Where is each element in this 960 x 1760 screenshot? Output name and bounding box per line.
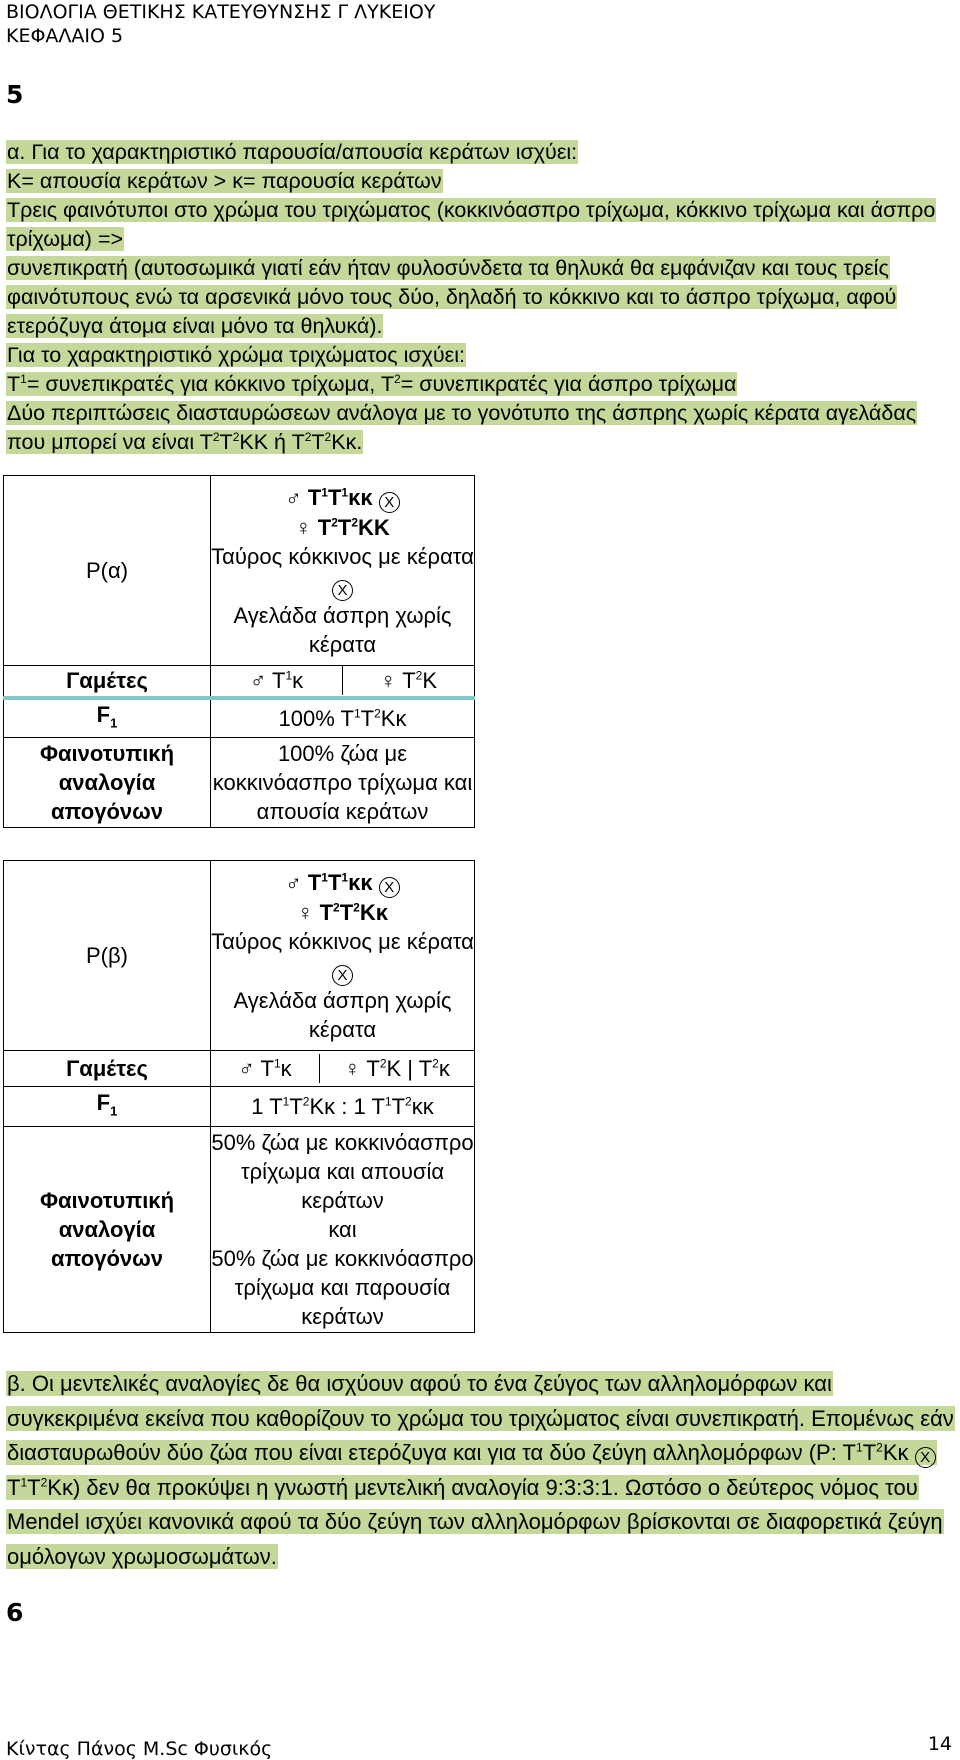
gametes-label-a: Γαμέτες <box>4 666 211 698</box>
header-chapter: ΚΕΦΑΛΑΙΟ 5 <box>6 25 124 47</box>
header-subject: ΒΙΟΛΟΓΙΑ ΘΕΤΙΚΗΣ ΚΑΤΕΥΘΥΝΣΗΣ Γ ΛΥΚΕΙΟΥ <box>6 1 436 23</box>
gametes-cell-b: ♂ $T^1\kappa$ ♀ $T^2K$ | $T^2\kappa$ <box>211 1051 475 1087</box>
parents-label-b: Ρ(β) <box>4 861 211 1051</box>
phenotype-label-a: Φαινοτυπική αναλογία απογόνων <box>4 737 211 827</box>
q5-line-6: $T^1= \sigma\upsilon\nu\varepsilon\pi\iota\kappa\rho\alpha\tau έ\varsigma$ για κόκκινο τρίχωμα, $T^2= \sigma\upsilon\nu\varepsilon\pi\iota\kappa\rho\alpha\tau έ\varsigma$ για άσπρο τρίχωμα <box>7 371 737 396</box>
q5-line-5: Για το χαρακτηριστικό χρώμα τριχώματος ισχύει: <box>7 343 465 367</box>
phenotype-cell-b: 50% ζώα με κοκκινόασπρο τρίχωμα και απουσία κεράτων και 50% ζώα με κοκκινόασπρο τρίχωμα και παρουσία κεράτων <box>211 1127 475 1333</box>
q5-line-3: Τρεις φαινότυποι στο χρώμα του τριχώματος (κοκκινόασπρο τρίχωμα, κόκκινο τρίχωμα και άσπρο τρίχωμα) => <box>7 198 936 251</box>
q5-line-1: α. Για το χαρακτηριστικό παρουσία/απουσία κεράτων ισχύει: <box>7 140 578 164</box>
q5-line-4: συνεπικρατή (αυτοσωμικά γιατί εάν ήταν φυλοσύνδετα τα θηλυκά θα εμφάνιζαν και τους τρείς φαινότυπους ενώ τα αρσενικά μόνο τους δύο, δηλαδή το κόκκινο και το άσπρο τρίχωμα, αφού ετερόζυγα άτομα είναι μόνο τα θηλυκά). <box>7 256 897 338</box>
gametes-cell-a: ♂ $T^1\kappa$ ♀ $T^2K$ <box>211 666 475 698</box>
phenotype-label-b: Φαινοτυπική αναλογία απογόνων <box>4 1127 211 1333</box>
parents-cell-a: ♂ $T^1T^1\kappa\kappa$ X ♀ $T^2T^2KK$ Ταύρος κόκκινος με κέρατα X Αγελάδα άσπρη χωρίς κέρατα <box>211 476 475 666</box>
cross-symbol-icon: X <box>379 492 400 513</box>
footer-author: Κίντας Πάνος Μ.Sc Φυσικός <box>6 1738 273 1760</box>
cross-table-a <box>3 475 475 828</box>
cross-symbol-icon: X <box>332 965 353 986</box>
f1-cell-b: 1 $T^1T^2K\kappa$ : 1 $T^1T^2\kappa\kappa$ <box>211 1087 475 1127</box>
page-number: 14 <box>927 1733 952 1755</box>
question-6-number: 6 <box>6 1598 24 1627</box>
phenotype-cell-a: 100% ζώα με κοκκινόασπρο τρίχωμα και απουσία κεράτων <box>211 737 475 827</box>
f1-cell-a: 100% $T^1T^2K\kappa$ <box>211 698 475 738</box>
parents-cell-b: ♂ $T^1T^1\kappa\kappa$ X ♀ $T^2T^2K\kappa$ Ταύρος κόκκινος με κέρατα X Αγελάδα άσπρη χωρίς κέρατα <box>211 861 475 1051</box>
q5-line-7: Δύο περιπτώσεις διασταυρώσεων ανάλογα με το γονότυπο της άσπρης χωρίς κέρατα αγελάδας που μπορεί να είναι $T^2T^2KK$ ή $T^2T^2K\kappa$. <box>7 401 917 454</box>
q5-line-2: Κ= απουσία κεράτων > κ= παρουσία κεράτων <box>7 169 442 193</box>
cross-symbol-icon: X <box>332 580 353 601</box>
cross-symbol-icon: X <box>379 877 400 898</box>
cross-symbol-icon: X <box>915 1447 936 1468</box>
f1-label-a: $F_1$ <box>4 698 211 738</box>
question-5b-text: β. Οι μεντελικές αναλογίες δε θα ισχύουν αφού το ένα ζεύγος των αλληλομόρφων και συγκεκριμένα εκείνα που καθορίζουν το χρώμα του τριχώματος είναι συνεπικρατή. Επομένως εάν διασταυρωθούν δύο ζώα που είναι ετερόζυγα και για τα δύο ζεύγη αλληλομόρφων (Ρ: $T^1T^2K\kappa$ X $T^1T^2K\kappa$) δεν θα προκύψει η γνωστή μεντελική αναλογία 9:3:3:1. Ωστόσο ο δεύτερος νόμος του Mendel ισχύει κανονικά αφού τα δύο ζεύγη των αλληλομόρφων βρίσκονται σε διαφορετικά ζεύγη ομόλογων χρωμοσωμάτων. <box>7 1371 954 1569</box>
parents-label-a: Ρ(α) <box>4 476 211 666</box>
gametes-label-b: Γαμέτες <box>4 1051 211 1087</box>
cross-table-b <box>3 860 475 1333</box>
question-5-number: 5 <box>6 80 24 109</box>
question-5a-text <box>6 138 956 457</box>
f1-label-b: $F_1$ <box>4 1087 211 1127</box>
